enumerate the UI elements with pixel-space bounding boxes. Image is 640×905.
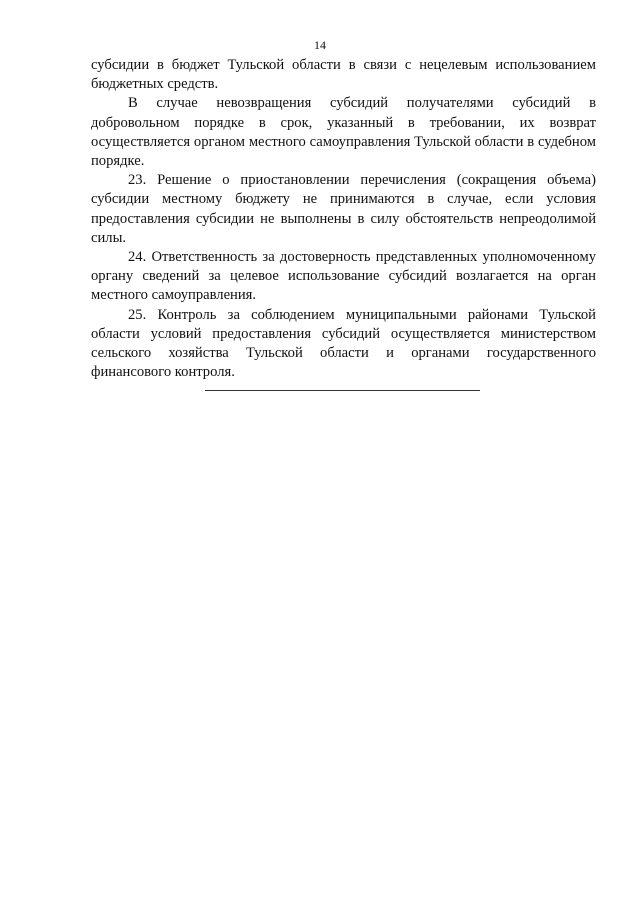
paragraph-clause-24: 24. Ответственность за достоверность представленных уполномоченному органу сведений за целевое использование субсидий возлагается на орган местного самоуправления. [91,249,596,304]
page-number: 14 [314,38,326,52]
paragraph-clause-23: 23. Решение о приостановлении перечисления (сокращения объема) субсидии местному бюджету не принимаются в случае, если условия предоставления субсидии не выполнены в силу обстоятельств непреодолимой силы. [91,172,596,246]
document-body [91,56,596,382]
paragraph-non-return: В случае невозвращения субсидий получателями субсидий в добровольном порядке в срок, указанный в требовании, их возврат осуществляется органом местного самоуправления Тульской области в судебном порядке. [91,95,596,170]
end-separator-line [205,390,480,391]
paragraph-clause-25: 25. Контроль за соблюдением муниципальными районами Тульской области условий предоставления субсидий осуществляется министерством сельского хозяйства Тульской области и органами государственного финансового контроля. [91,306,596,381]
paragraph-continuation: субсидии в бюджет Тульской области в связи с нецелевым использованием бюджетных средств. [91,57,596,93]
